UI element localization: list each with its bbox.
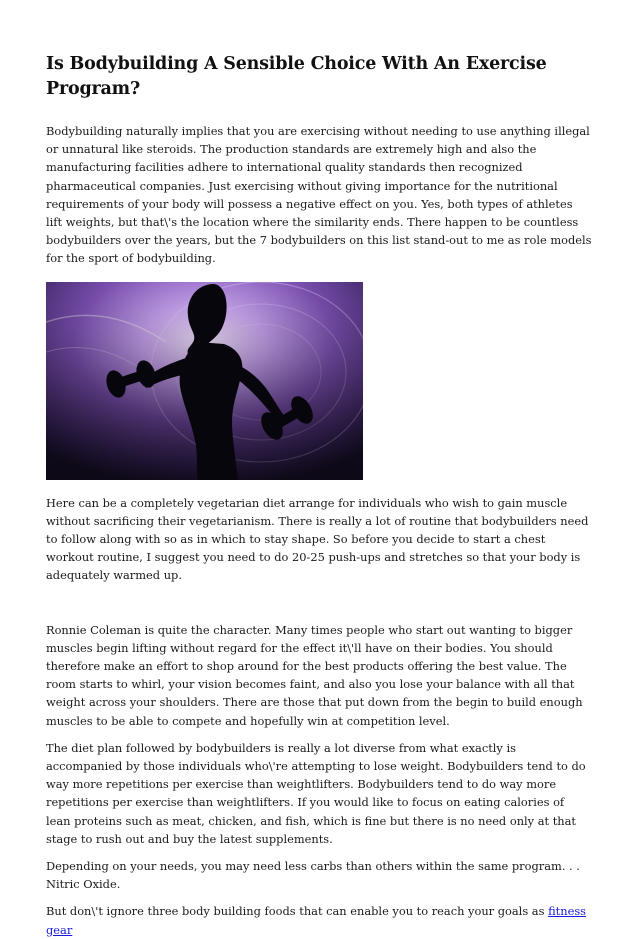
paragraph-intro: Bodybuilding naturally implies that you are exercising without needing to use anything illegal or unnatural like steroids. The production standards are extremely high and also the manufacturing facilities adhere to international quality standards then recognized pharmaceutical companies. Just exercising without giving importance for the nutritional requirements of your body will possess a negative effect on you. Yes, both types of athletes lift weights, but that\'s the location where the similarity ends. There happen to be countless bodybuilders over the years, but the 7 bodybuilders on this list stand-out to me as role models for the sport of bodybuilding. bbox=[46, 124, 592, 266]
paragraph-carbs: Depending on your needs, you may need less carbs than others within the same program. . . Nitric Oxide. bbox=[46, 859, 580, 892]
paragraph-body-building-foods-text: But don\'t ignore three body building foods that can enable you to reach your goals as bbox=[46, 904, 549, 919]
paragraph-diet-plan: The diet plan followed by bodybuilders is really a lot diverse from what exactly is accompanied by those individuals who\'re attempting to lose weight. Bodybuilders tend to do way more repetitions per exercise than weightlifters. Bodybuilders tend to do way more repetitions per exercise than weightlifters. If you would like to focus on eating calories of lean proteins such as meat, chicken, and fish, which is fine but there is no need only at that stage to rush out and buy the latest supplements. bbox=[46, 740, 586, 846]
fitness-silhouette-image bbox=[46, 282, 363, 480]
paragraph-body-building-foods bbox=[46, 902, 592, 938]
paragraph-ronnie-coleman: Ronnie Coleman is quite the character. Many times people who start out wanting to bigger muscles begin lifting without regard for the effect it\'ll have on their bodies. You should therefore make an effort to shop around for the best products offering the best value. The room starts to whirl, your vision becomes faint, and also you lose your balance with all that weight across your shoulders. There are those that put down from the begin to build enough muscles to be able to compete and hopefully win at competition level. bbox=[46, 622, 583, 728]
paragraph-vegetarian-diet: Here can be a completely vegetarian diet arrange for individuals who wish to gain muscle without sacrificing their vegetarianism. There is really a lot of routine that bodybuilders need to follow along with so as in which to stay shape. So before you decide to start a chest workout routine, I suggest you need to do 20-25 push-ups and stretches so that your body is adequately warmed up. bbox=[46, 495, 589, 583]
page-title: Is Bodybuilding A Sensible Choice With An Exercise Program? bbox=[46, 54, 547, 99]
fitness-gear-link[interactable]: fitness gear bbox=[46, 904, 587, 937]
paragraph-spacer bbox=[46, 585, 592, 621]
